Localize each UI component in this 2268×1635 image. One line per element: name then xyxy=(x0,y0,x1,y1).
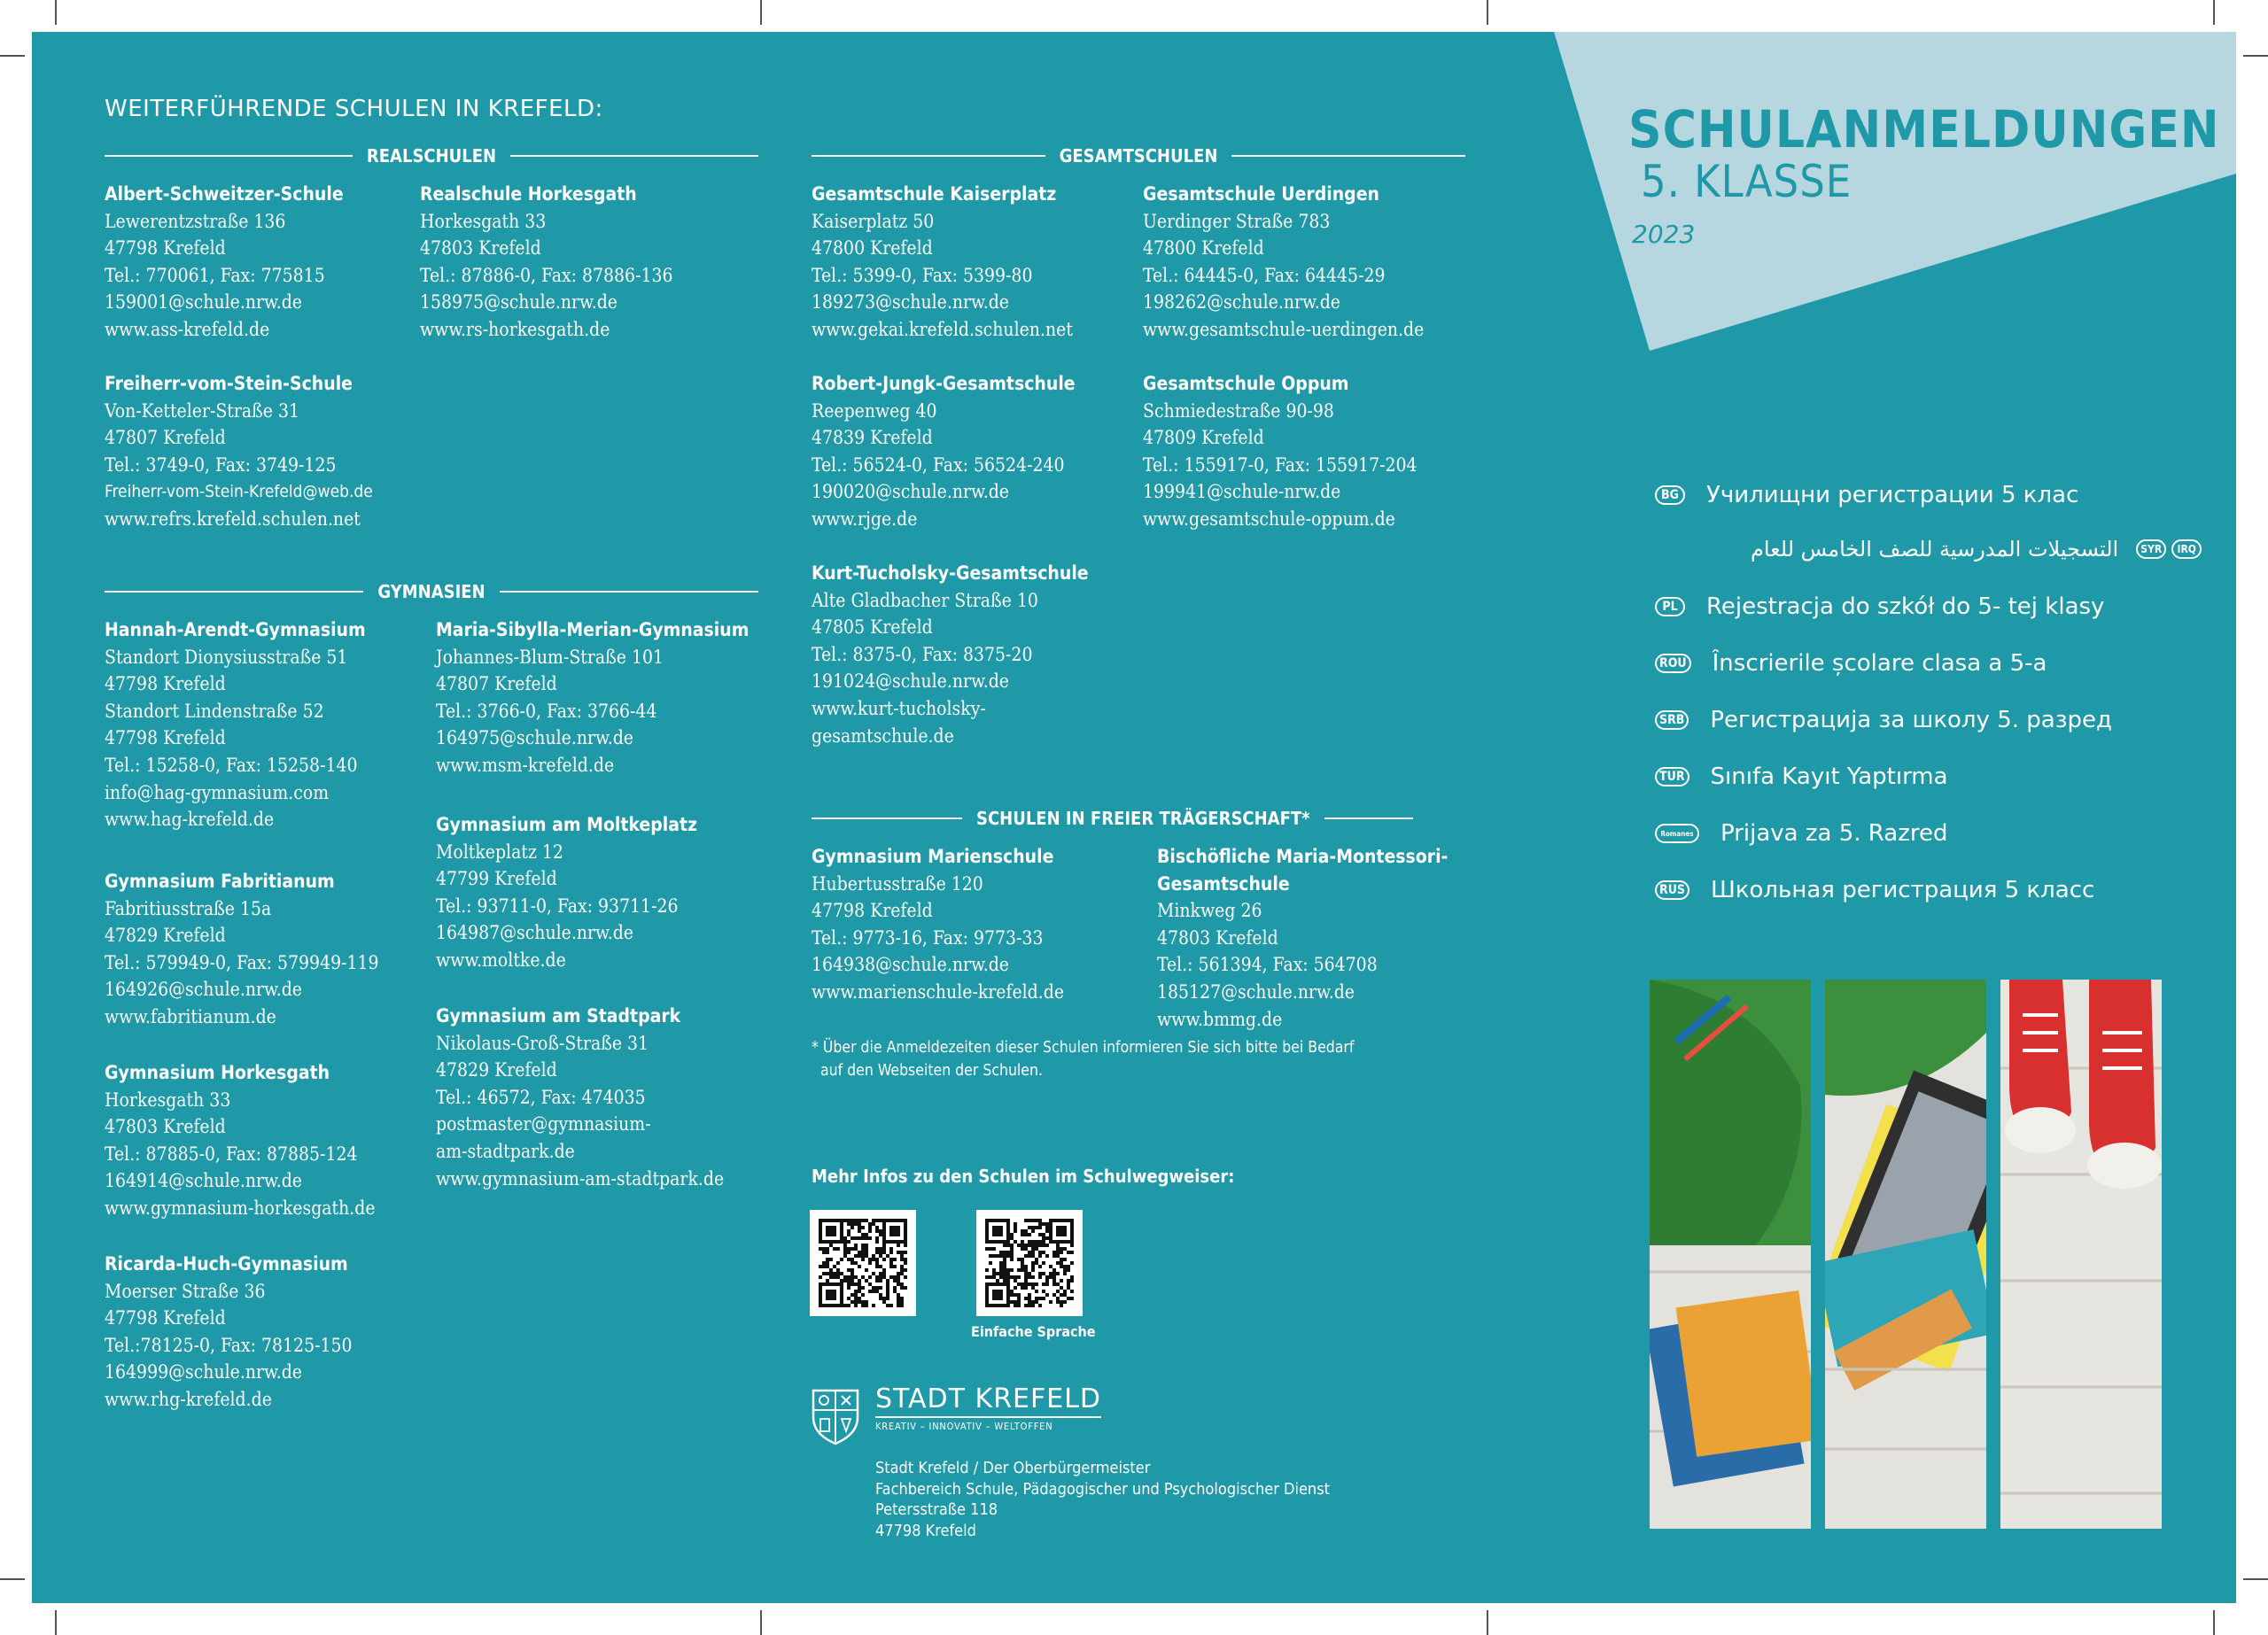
school-detail: Kaiserplatz 50 xyxy=(812,210,935,232)
school-detail: Uerdinger Straße 783 xyxy=(1143,210,1331,232)
language-line xyxy=(1655,707,2112,733)
address-line: Stadt Krefeld / Der Oberbürgermeister xyxy=(875,1459,1151,1477)
school-detail: Horkesgath 33 xyxy=(105,1089,231,1111)
cover-subtitle: 5. KLASSE xyxy=(1641,156,1852,207)
crop-mark xyxy=(55,1610,57,1635)
section-freie-traegerschaft xyxy=(812,808,1465,829)
school-name: Freiherr-vom-Stein-Schule xyxy=(105,373,353,394)
school-entry xyxy=(1143,181,1424,344)
cover-title-panel xyxy=(32,32,2236,404)
section-gymnasien xyxy=(105,581,758,602)
language-line xyxy=(1655,763,1948,790)
school-email[interactable]: 191024@schule.nrw.de xyxy=(812,670,1009,693)
language-badge: RUS xyxy=(1655,880,1689,900)
crop-mark xyxy=(0,1578,25,1580)
school-name: Gesamtschule Kaiserplatz xyxy=(812,183,1057,205)
cover-title: SCHULANMELDUNGEN xyxy=(1628,99,2220,159)
issuer-address xyxy=(875,1458,1330,1541)
school-email[interactable]: 158975@schule.nrw.de xyxy=(420,291,617,314)
school-entry xyxy=(105,1251,353,1414)
crop-mark xyxy=(1487,0,1488,25)
school-detail: Tel.:78125-0, Fax: 78125-150 xyxy=(105,1334,353,1356)
school-name: Gymnasium Fabritianum xyxy=(105,871,335,892)
school-detail: 47798 Krefeld xyxy=(812,900,933,922)
school-name: Gymnasium Marienschule xyxy=(812,846,1054,867)
school-detail: 47839 Krefeld xyxy=(812,427,933,449)
section-realschulen xyxy=(105,145,758,167)
school-website[interactable]: www.fabritianum.de xyxy=(105,1005,276,1027)
school-detail: Nikolaus-Groß-Straße 31 xyxy=(436,1032,649,1054)
school-website[interactable]: www.ass-krefeld.de xyxy=(105,318,270,340)
school-detail: 47829 Krefeld xyxy=(436,1059,557,1081)
school-detail: Standort Lindenstraße 52 xyxy=(105,700,324,722)
language-text: Rejestracja do szkół do 5- tej klasy xyxy=(1706,593,2105,620)
section-title: REALSCHULEN xyxy=(366,145,497,167)
school-website[interactable]: www.msm-krefeld.de xyxy=(436,754,615,776)
school-detail: gesamtschule.de xyxy=(812,725,954,747)
more-info-label: Mehr Infos zu den Schulen im Schulwegweiser: xyxy=(812,1166,1235,1187)
school-detail: 47800 Krefeld xyxy=(812,237,933,260)
section-title: GESAMTSCHULEN xyxy=(1059,145,1218,167)
school-detail: Tel.: 770061, Fax: 775815 xyxy=(105,264,325,286)
school-email[interactable]: 164987@schule.nrw.de xyxy=(436,922,633,944)
qr-code[interactable] xyxy=(810,1210,916,1316)
school-detail: Tel.: 561394, Fax: 564708 xyxy=(1157,954,1378,976)
footnote xyxy=(812,1036,1354,1082)
school-detail: Tel.: 64445-0, Fax: 64445-29 xyxy=(1143,264,1386,286)
language-text: Înscrierile școlare clasa a 5-a xyxy=(1712,650,2047,677)
school-detail: Tel.: 155917-0, Fax: 155917-204 xyxy=(1143,453,1418,476)
footnote-line: * Über die Anmeldezeiten dieser Schulen informieren Sie sich bitte bei Bedarf xyxy=(812,1039,1355,1057)
school-detail: Schmiedestraße 90-98 xyxy=(1143,399,1334,422)
school-email[interactable]: 164999@schule.nrw.de xyxy=(105,1361,302,1383)
school-name: Gesamtschule Oppum xyxy=(1143,373,1349,394)
school-detail: Tel.: 9773-16, Fax: 9773-33 xyxy=(812,926,1044,949)
school-website[interactable]: www.gekai.krefeld.schulen.net xyxy=(812,318,1073,340)
school-entry xyxy=(105,616,366,833)
school-detail: Tel.: 5399-0, Fax: 5399-80 xyxy=(812,264,1033,286)
school-email[interactable]: 159001@schule.nrw.de xyxy=(105,291,302,314)
school-detail: Horkesgath 33 xyxy=(420,210,547,232)
school-name: Maria-Sibylla-Merian-Gymnasium xyxy=(436,619,750,640)
language-line xyxy=(1655,482,2078,508)
school-email[interactable]: postmaster@gymnasium- xyxy=(436,1113,651,1135)
school-detail: Tel.: 87885-0, Fax: 87885-124 xyxy=(105,1143,358,1165)
school-email[interactable]: 185127@schule.nrw.de xyxy=(1157,980,1355,1003)
school-detail: Moerser Straße 36 xyxy=(105,1280,266,1302)
school-name: Kurt-Tucholsky-Gesamtschule xyxy=(812,562,1089,584)
language-text: Регистрација за школу 5. разред xyxy=(1710,707,2113,733)
crop-mark xyxy=(2213,1610,2215,1635)
language-badge: TUR xyxy=(1655,767,1689,787)
address-line: Fachbereich Schule, Pädagogischer und Psychologischer Dienst xyxy=(875,1479,1330,1499)
school-detail: 47798 Krefeld xyxy=(105,1307,226,1329)
language-text: Училищни регистрации 5 клас xyxy=(1706,482,2079,508)
school-detail: Tel.: 93711-0, Fax: 93711-26 xyxy=(436,895,679,917)
school-detail: 47803 Krefeld xyxy=(105,1116,226,1138)
school-detail: Tel.: 3749-0, Fax: 3749-125 xyxy=(105,453,337,476)
language-badge: BG xyxy=(1655,485,1685,505)
school-entry xyxy=(812,560,1089,749)
school-detail: 47829 Krefeld xyxy=(105,925,226,947)
crop-mark xyxy=(2213,0,2215,25)
photo-strip-backpack xyxy=(1650,980,1811,1529)
school-detail: 47803 Krefeld xyxy=(420,237,541,260)
language-line xyxy=(1655,820,1947,847)
school-detail: 47803 Krefeld xyxy=(1157,926,1278,949)
school-detail: 47809 Krefeld xyxy=(1143,427,1264,449)
school-name: Albert-Schweitzer-Schule xyxy=(105,183,344,205)
school-detail: 47798 Krefeld xyxy=(105,237,226,260)
school-entry xyxy=(436,1003,724,1192)
school-email[interactable]: info@hag-gymnasium.com xyxy=(105,781,330,803)
school-website[interactable]: www.rs-horkesgath.de xyxy=(420,318,610,340)
section-gesamtschulen xyxy=(812,145,1465,167)
school-entry xyxy=(436,811,697,974)
school-name: Bischöfliche Maria-Montessori- xyxy=(1157,846,1449,867)
language-badge: IRQ xyxy=(2171,539,2202,559)
krefeld-coat-of-arms-icon xyxy=(808,1383,863,1445)
school-detail: Tel.: 46572, Fax: 474035 xyxy=(436,1086,646,1108)
school-website[interactable]: www.hag-krefeld.de xyxy=(105,809,275,831)
school-detail: Standort Dionysiusstraße 51 xyxy=(105,646,348,668)
school-website[interactable]: www.marienschule-krefeld.de xyxy=(812,980,1065,1003)
school-detail: Tel.: 56524-0, Fax: 56524-240 xyxy=(812,453,1065,476)
language-line xyxy=(1655,593,2104,620)
crop-mark xyxy=(2243,55,2268,57)
school-entry xyxy=(420,181,673,344)
logo-tagline: KREATIV – INNOVATIV – WELTOFFEN xyxy=(875,1421,1053,1432)
language-line xyxy=(1751,537,2207,562)
school-email[interactable]: 189273@schule.nrw.de xyxy=(812,291,1009,314)
school-detail: 47798 Krefeld xyxy=(105,727,226,749)
school-name: Gymnasium am Moltkeplatz xyxy=(436,814,698,835)
school-detail: Tel.: 15258-0, Fax: 15258-140 xyxy=(105,754,358,776)
section-title: GYMNASIEN xyxy=(377,581,485,602)
school-email[interactable]: 164914@schule.nrw.de xyxy=(105,1170,302,1192)
school-website[interactable]: www.rhg-krefeld.de xyxy=(105,1388,272,1410)
school-detail: Tel.: 87886-0, Fax: 87886-136 xyxy=(420,264,673,286)
school-name: Ricarda-Huch-Gymnasium xyxy=(105,1253,348,1275)
language-line xyxy=(1655,650,2047,677)
school-entry xyxy=(105,370,373,533)
language-badge: SYR xyxy=(2136,539,2166,559)
school-name: Gymnasium am Stadtpark xyxy=(436,1005,681,1027)
school-detail: Lewerentzstraße 136 xyxy=(105,210,286,232)
school-detail: 47798 Krefeld xyxy=(105,673,226,695)
school-email[interactable]: 198262@schule.nrw.de xyxy=(1143,291,1340,314)
crop-mark xyxy=(1487,1610,1488,1635)
crop-mark xyxy=(760,1610,762,1635)
school-detail: Johannes-Blum-Straße 101 xyxy=(436,646,664,668)
school-entry xyxy=(812,181,1073,344)
school-detail: am-stadtpark.de xyxy=(436,1140,575,1162)
school-website[interactable]: www.rjge.de xyxy=(812,508,918,530)
school-email[interactable]: 164975@schule.nrw.de xyxy=(436,727,633,749)
school-name: Gesamtschule xyxy=(1157,872,1290,895)
qr-caption: Einfache Sprache xyxy=(971,1323,1096,1340)
photo-strip-sneakers xyxy=(2000,980,2162,1529)
footnote-line: auf den Webseiten der Schulen. xyxy=(820,1062,1043,1080)
cover-year: 2023 xyxy=(1632,220,1696,249)
school-email[interactable]: 164938@schule.nrw.de xyxy=(812,954,1009,976)
language-text: Школьная регистрация 5 класс xyxy=(1711,877,2095,903)
language-badge: Romanes xyxy=(1655,824,1699,843)
school-email[interactable]: 199941@schule-nrw.de xyxy=(1143,481,1341,503)
school-detail: Hubertusstraße 120 xyxy=(812,872,983,895)
address-line: 47798 Krefeld xyxy=(875,1521,976,1540)
photo-strip-books xyxy=(1825,980,1986,1529)
crop-mark xyxy=(760,0,762,25)
school-name: Gesamtschule Uerdingen xyxy=(1143,183,1379,205)
school-email[interactable]: 190020@schule.nrw.de xyxy=(812,481,1009,503)
qr-code-einfache-sprache[interactable] xyxy=(976,1210,1083,1316)
language-badge: ROU xyxy=(1655,654,1691,673)
language-text: التسجيلات المدرسية للصف الخامس للعام xyxy=(1751,537,2119,562)
school-detail: Reepenweg 40 xyxy=(812,399,937,422)
school-detail: 47805 Krefeld xyxy=(812,616,933,639)
section-title: SCHULEN IN FREIER TRÄGERSCHAFT* xyxy=(976,808,1310,829)
school-entry xyxy=(1143,370,1418,533)
school-website[interactable]: www.moltke.de xyxy=(436,949,566,971)
flyer-sheet xyxy=(32,32,2236,1603)
school-detail: 47799 Krefeld xyxy=(436,868,557,890)
crop-mark xyxy=(2243,1578,2268,1580)
address-line: Petersstraße 118 xyxy=(875,1500,998,1519)
logo-title: STADT KREFELD xyxy=(875,1383,1101,1418)
language-text: Prijava za 5. Razred xyxy=(1720,820,1948,847)
school-detail: 47807 Krefeld xyxy=(105,427,226,449)
school-entry xyxy=(105,868,379,1031)
school-detail: Tel.: 579949-0, Fax: 579949-119 xyxy=(105,951,379,973)
school-website[interactable]: www.gesamtschule-oppum.de xyxy=(1143,508,1395,530)
school-website[interactable]: www.gymnasium-horkesgath.de xyxy=(105,1197,376,1219)
school-email[interactable]: Freiherr-vom-Stein-Krefeld@web.de xyxy=(105,482,373,502)
school-detail: Minkweg 26 xyxy=(1157,900,1262,922)
school-detail: Alte Gladbacher Straße 10 xyxy=(812,589,1038,611)
crop-mark xyxy=(55,0,57,25)
school-detail: Fabritiusstraße 15a xyxy=(105,897,272,919)
school-entry xyxy=(436,616,749,779)
crop-mark xyxy=(0,55,25,57)
language-line xyxy=(1655,877,2094,903)
school-detail: Von-Ketteler-Straße 31 xyxy=(105,399,300,422)
school-entry xyxy=(1157,843,1448,1033)
school-website[interactable]: www.gymnasium-am-stadtpark.de xyxy=(436,1167,725,1189)
school-entry xyxy=(812,370,1076,533)
school-name: Hannah-Arendt-Gymnasium xyxy=(105,619,366,640)
school-detail: 47807 Krefeld xyxy=(436,673,557,695)
school-name: Robert-Jungk-Gesamtschule xyxy=(812,373,1076,394)
school-entry xyxy=(105,181,344,344)
school-detail: Tel.: 8375-0, Fax: 8375-20 xyxy=(812,643,1033,665)
school-website[interactable]: www.bmmg.de xyxy=(1157,1008,1283,1030)
language-badge: PL xyxy=(1655,597,1685,616)
school-website[interactable]: www.kurt-tucholsky- xyxy=(812,697,986,719)
page-heading: WEITERFÜHRENDE SCHULEN IN KREFELD: xyxy=(105,96,603,122)
language-text: Sınıfa Kayıt Yaptırma xyxy=(1710,763,1948,790)
school-entry xyxy=(812,843,1064,1006)
school-name: Gymnasium Horkesgath xyxy=(105,1062,330,1083)
school-detail: Moltkeplatz 12 xyxy=(436,841,563,863)
school-detail: Tel.: 3766-0, Fax: 3766-44 xyxy=(436,700,657,722)
school-entry xyxy=(105,1059,376,1222)
school-email[interactable]: 164926@schule.nrw.de xyxy=(105,979,302,1001)
school-detail: 47800 Krefeld xyxy=(1143,237,1264,260)
school-website[interactable]: www.refrs.krefeld.schulen.net xyxy=(105,508,361,530)
language-badge: SRB xyxy=(1655,710,1689,730)
school-name: Realschule Horkesgath xyxy=(420,183,637,205)
school-website[interactable]: www.gesamtschule-uerdingen.de xyxy=(1143,318,1425,340)
